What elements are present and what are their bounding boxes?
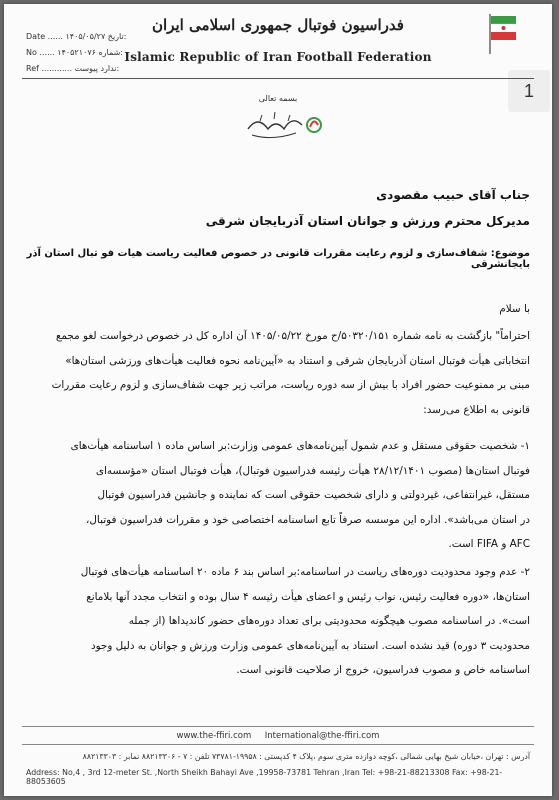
item-2-line: اساسنامه خاص و مصوب فدراسیون، خروج از صلاحیت قانونی است. bbox=[236, 664, 530, 676]
item-2-line: استان‌ها، «دوره فعالیت رئیس، نواب رئیس و اعضای هیأت رئیسه ۴ سال بوده و انتخاب مجدد آنها بلامانع bbox=[86, 590, 530, 603]
meta-attachment-row: Ref ............ ندارد پیوست: bbox=[26, 64, 120, 73]
footer-divider-2 bbox=[22, 744, 534, 745]
item-2-line: است». در اساسنامه مصوب هیچگونه محدودیتی برای تعداد دوره‌های حضور کاندیداها (از جمله bbox=[128, 615, 530, 627]
recipient-name: جناب آقای حبیب مقصودی bbox=[376, 188, 530, 202]
org-name-en: Islamic Republic of Iran Football Federation bbox=[124, 50, 432, 64]
footer-contact bbox=[4, 731, 552, 741]
meta-date-label: تاریخ: bbox=[107, 32, 127, 41]
item-2-paragraph bbox=[20, 560, 530, 683]
intro-line: انتخاباتی هیأت فوتبال استان آذربایجان شرقی و استناد به «آیین‌نامه نحوه فعالیت هیأت‌های ورزشی استان‌ها» bbox=[65, 354, 530, 367]
calligraphy-logo-icon bbox=[240, 107, 330, 147]
item-1-line: AFC و FIFA است. bbox=[448, 538, 530, 550]
recipient-title: مدیرکل محترم ورزش و جوانان استان آذربایجان شرقی bbox=[205, 214, 530, 228]
greeting: با سلام bbox=[499, 303, 530, 315]
letter-subject: موضوع: شفاف‌سازی و لزوم رعایت مقررات قانونی در خصوص فعالیت ریاست هیات فو تبال استان آذر بایجانشرقی bbox=[26, 248, 530, 270]
meta-no-en: No bbox=[26, 48, 37, 57]
intro-line: مبنی بر ممنوعیت حضور افراد با بیش از سه دوره ریاست، مراتب زیر جهت شفاف‌سازی و لزوم رعایت مقررات bbox=[51, 379, 530, 391]
meta-attachment-label: پیوست: bbox=[74, 64, 120, 73]
footer-website[interactable]: www.the-ffiri.com bbox=[176, 731, 252, 741]
letter-page bbox=[4, 4, 552, 796]
footer-email[interactable]: International@the-ffiri.com bbox=[264, 731, 380, 741]
footer-address-fa: آدرس : تهران ،خیابان شیخ بهایی شمالی ،کوچه دوازده متری سوم ،پلاک ۴ کدپستی : ۱۹۹۵۸-۷۳۷۸۱ تلفن : ۷ - ۸۸۲۱۳۳۰۶ نمابر : ۸۸۲۱۳۳۰۳ bbox=[82, 752, 530, 761]
meta-date-en: Date bbox=[26, 32, 46, 41]
meta-number-value: ۱۴۰۵۲۱۰۷۶ bbox=[57, 48, 96, 57]
item-1-paragraph bbox=[20, 434, 530, 557]
item-1-line: ۱- شخصیت حقوقی مستقل و عدم شمول آیین‌نامه‌های عمومی وزارت:بر اساس ماده ۱ اساسنامه هیأت‌های bbox=[70, 440, 530, 452]
item-1-line: فوتبال استان‌ها (مصوب ۲۸/۱۲/۱۴۰۱ هیأت رئیسه فدراسیون فوتبال)، هیأت فوتبال استان «مؤسسه‌ای bbox=[95, 464, 530, 477]
meta-ref-en: Ref bbox=[26, 64, 39, 73]
meta-number-label: شماره: bbox=[98, 48, 123, 57]
org-name-fa: فدراسیون فوتبال جمهوری اسلامی ایران bbox=[152, 16, 404, 34]
intro-paragraph bbox=[20, 324, 530, 422]
besmellah: بسمه تعالی bbox=[258, 94, 298, 103]
footer-address-en: Address: No,4 , 3rd 12-meter St. ,North Sheikh Bahayi Ave ,19958-73781 Tehran ,Iran Tel: +98-21-88213308 Fax: +98-21-88053605 bbox=[26, 768, 503, 786]
intro-line: قانونی به اطلاع می‌رسد: bbox=[423, 403, 530, 416]
meta-number-row: No ...... ۱۴۰۵۲۱۰۷۶ شماره: bbox=[26, 48, 123, 57]
item-1-line: در استان می‌باشد». اداره این موسسه صرفاً تابع اساسنامه اختصاصی خود و مقررات فدراسیون فوتبال، bbox=[86, 513, 530, 526]
page-number-badge: 1 bbox=[508, 70, 550, 112]
item-2-line: ۲- عدم وجود محدودیت دوره‌های ریاست در اساسنامه:بر اساس بند ۶ ماده ۲۰ اساسنامه هیأت‌های فوتبال bbox=[80, 566, 530, 578]
meta-date-row: Date ...... ۱۴۰۵/۰۵/۲۷ تاریخ: bbox=[26, 32, 127, 41]
header-divider bbox=[22, 78, 534, 79]
footer-divider bbox=[22, 726, 534, 727]
intro-line: احتراماً" بازگشت به نامه شماره ۵۰۳۲۰/۱۵۱/ح مورخ ۱۴۰۵/۰۵/۲۲ آن اداره کل در خصوص درخواست لغو مجمع bbox=[55, 330, 530, 342]
meta-date-value: ۱۴۰۵/۰۵/۲۷ bbox=[65, 32, 106, 41]
item-2-line: محدودیت ۳ دوره) قید نشده است. استناد به آیین‌نامه‌های عمومی وزارت ورزش و جوانان به دلیل وجود bbox=[90, 639, 530, 652]
meta-attachment-value: ندارد bbox=[100, 64, 117, 73]
item-1-line: مستقل، غیرانتفاعی، غیردولتی و دارای شخصیت حقوقی است که نماینده و جانشین فدراسیون فوتبال bbox=[97, 489, 530, 501]
